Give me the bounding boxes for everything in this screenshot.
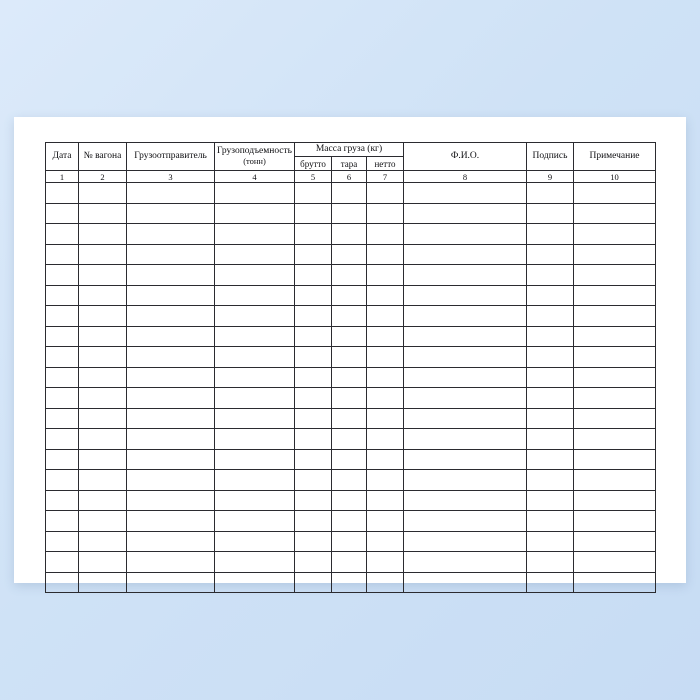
table-header [46,143,656,183]
column-number-6: 6 [332,171,367,183]
table-cell[interactable] [367,347,404,368]
table-cell[interactable] [332,203,367,224]
table-cell[interactable] [527,347,574,368]
table-cell[interactable] [332,429,367,450]
table-cell[interactable] [127,490,215,511]
table-cell[interactable] [332,367,367,388]
table-cell[interactable] [215,347,295,368]
table-cell[interactable] [367,572,404,593]
table-cell[interactable] [46,183,79,204]
table-cell[interactable] [574,285,656,306]
table-cell[interactable] [404,490,527,511]
table-cell[interactable] [574,265,656,286]
table-cell[interactable] [127,429,215,450]
table-cell[interactable] [574,388,656,409]
table-cell[interactable] [332,306,367,327]
table-cell[interactable] [79,511,127,532]
table-cell[interactable] [332,285,367,306]
table-cell[interactable] [127,572,215,593]
table-cell[interactable] [527,203,574,224]
table-cell[interactable] [404,429,527,450]
table-cell[interactable] [332,388,367,409]
table-cell[interactable] [215,203,295,224]
table-cell[interactable] [332,449,367,470]
table-cell[interactable] [574,511,656,532]
table-cell[interactable] [367,367,404,388]
table-cell[interactable] [527,449,574,470]
table-cell[interactable] [79,183,127,204]
table-cell[interactable] [527,490,574,511]
table-row[interactable] [46,552,656,573]
table-cell[interactable] [367,203,404,224]
table-cell[interactable] [404,367,527,388]
table-cell[interactable] [127,326,215,347]
table-cell[interactable] [46,326,79,347]
table-cell[interactable] [46,552,79,573]
table-cell[interactable] [527,552,574,573]
table-cell[interactable] [46,470,79,491]
table-cell[interactable] [527,244,574,265]
table-cell[interactable] [295,367,332,388]
table-cell[interactable] [215,224,295,245]
header-row-numbers [46,171,656,183]
table-cell[interactable] [46,203,79,224]
table-cell[interactable] [79,326,127,347]
table-row[interactable] [46,572,656,593]
table-row[interactable] [46,470,656,491]
table-cell[interactable] [527,470,574,491]
table-cell[interactable] [367,306,404,327]
table-cell[interactable] [332,265,367,286]
table-cell[interactable] [295,183,332,204]
table-row[interactable] [46,429,656,450]
table-cell[interactable] [332,470,367,491]
table-cell[interactable] [574,203,656,224]
table-cell[interactable] [127,183,215,204]
column-header-gross: брутто [295,157,332,171]
table-cell[interactable] [527,388,574,409]
table-cell[interactable] [574,326,656,347]
table-cell[interactable] [127,347,215,368]
table-cell[interactable] [79,285,127,306]
table-cell[interactable] [332,326,367,347]
table-cell[interactable] [367,531,404,552]
table-cell[interactable] [527,224,574,245]
table-cell[interactable] [295,449,332,470]
table-cell[interactable] [332,531,367,552]
table-cell[interactable] [46,285,79,306]
table-cell[interactable] [79,531,127,552]
table-cell[interactable] [574,408,656,429]
table-cell[interactable] [46,408,79,429]
table-cell[interactable] [574,552,656,573]
column-header-capacity [215,143,295,171]
table-cell[interactable] [404,224,527,245]
table-cell[interactable] [332,183,367,204]
table-cell[interactable] [404,265,527,286]
table-cell[interactable] [332,244,367,265]
table-cell[interactable] [215,306,295,327]
table-cell[interactable] [574,244,656,265]
table-cell[interactable] [215,244,295,265]
table-cell[interactable] [79,429,127,450]
table-cell[interactable] [332,552,367,573]
column-header-fio: Ф.И.О. [404,143,527,171]
table-cell[interactable] [367,326,404,347]
column-header-note: Примечание [574,143,656,171]
table-cell[interactable] [367,470,404,491]
table-cell[interactable] [404,388,527,409]
table-cell[interactable] [574,224,656,245]
table-cell[interactable] [404,531,527,552]
table-cell[interactable] [127,552,215,573]
table-cell[interactable] [367,408,404,429]
table-cell[interactable] [295,306,332,327]
table-cell[interactable] [332,572,367,593]
table-cell[interactable] [574,306,656,327]
table-cell[interactable] [404,347,527,368]
table-cell[interactable] [127,470,215,491]
column-header-tare: тара [332,157,367,171]
table-cell[interactable] [79,244,127,265]
capacity-line-2: (тонн) [243,156,266,167]
table-cell[interactable] [127,511,215,532]
table-cell[interactable] [295,470,332,491]
table-cell[interactable] [215,265,295,286]
table-cell[interactable] [295,511,332,532]
table-cell[interactable] [79,470,127,491]
table-cell[interactable] [46,306,79,327]
table-cell[interactable] [295,326,332,347]
table-cell[interactable] [46,490,79,511]
table-cell[interactable] [367,490,404,511]
table-cell[interactable] [574,470,656,491]
table-cell[interactable] [367,265,404,286]
table-cell[interactable] [127,265,215,286]
table-cell[interactable] [79,265,127,286]
table-cell[interactable] [215,531,295,552]
table-row[interactable] [46,326,656,347]
column-number-10: 10 [574,171,656,183]
header-row-titles [46,143,656,157]
table-row[interactable] [46,265,656,286]
table-cell[interactable] [404,183,527,204]
column-number-5: 5 [295,171,332,183]
table-cell[interactable] [295,265,332,286]
table-cell[interactable] [79,306,127,327]
table-cell[interactable] [46,367,79,388]
table-cell[interactable] [127,367,215,388]
table-cell[interactable] [332,347,367,368]
table-cell[interactable] [127,531,215,552]
table-cell[interactable] [127,203,215,224]
table-cell[interactable] [574,531,656,552]
table-cell[interactable] [332,408,367,429]
table-cell[interactable] [527,572,574,593]
table-cell[interactable] [367,285,404,306]
table-cell[interactable] [46,224,79,245]
table-row[interactable] [46,244,656,265]
table-cell[interactable] [574,183,656,204]
table-cell[interactable] [332,511,367,532]
column-header-consignor: Грузоотправитель [127,143,215,171]
table-cell[interactable] [527,306,574,327]
table-cell[interactable] [404,449,527,470]
table-cell[interactable] [574,367,656,388]
table-row[interactable] [46,285,656,306]
column-number-4: 4 [215,171,295,183]
table-cell[interactable] [127,306,215,327]
table-row[interactable] [46,408,656,429]
table-cell[interactable] [79,367,127,388]
table-cell[interactable] [46,388,79,409]
column-number-7: 7 [367,171,404,183]
column-group-header-cargo-mass: Масса груза (кг) [295,143,404,157]
table-cell[interactable] [404,285,527,306]
table-cell[interactable] [215,429,295,450]
table-cell[interactable] [367,244,404,265]
table-cell[interactable] [46,265,79,286]
table-row[interactable] [46,347,656,368]
table-cell[interactable] [404,203,527,224]
table-cell[interactable] [367,183,404,204]
table-cell[interactable] [215,470,295,491]
table-cell[interactable] [215,449,295,470]
table-cell[interactable] [574,572,656,593]
table-cell[interactable] [527,367,574,388]
table-row[interactable] [46,531,656,552]
table-cell[interactable] [295,429,332,450]
table-cell[interactable] [46,449,79,470]
column-header-date: Дата [46,143,79,171]
journal-table [45,142,656,593]
table-cell[interactable] [79,224,127,245]
table-cell[interactable] [215,367,295,388]
table-cell[interactable] [295,408,332,429]
table-cell[interactable] [46,572,79,593]
table-cell[interactable] [404,244,527,265]
table-cell[interactable] [46,429,79,450]
table-cell[interactable] [367,429,404,450]
table-cell[interactable] [46,347,79,368]
table-cell[interactable] [367,449,404,470]
table-cell[interactable] [295,244,332,265]
table-cell[interactable] [295,203,332,224]
table-cell[interactable] [46,511,79,532]
table-cell[interactable] [127,285,215,306]
table-cell[interactable] [332,224,367,245]
table-cell[interactable] [574,490,656,511]
table-cell[interactable] [404,326,527,347]
table-cell[interactable] [527,326,574,347]
table-cell[interactable] [527,429,574,450]
table-cell[interactable] [127,408,215,429]
table-cell[interactable] [404,470,527,491]
table-row[interactable] [46,449,656,470]
table-cell[interactable] [215,552,295,573]
table-cell[interactable] [79,408,127,429]
table-cell[interactable] [46,531,79,552]
table-cell[interactable] [367,224,404,245]
table-cell[interactable] [295,531,332,552]
paper-sheet [14,117,686,583]
table-cell[interactable] [404,552,527,573]
table-cell[interactable] [295,572,332,593]
table-cell[interactable] [295,490,332,511]
table-cell[interactable] [46,244,79,265]
column-number-8: 8 [404,171,527,183]
table-body [46,183,656,593]
table-row[interactable] [46,490,656,511]
table-cell[interactable] [367,511,404,532]
table-cell[interactable] [574,449,656,470]
table-cell[interactable] [527,531,574,552]
table-row[interactable] [46,388,656,409]
table-cell[interactable] [295,285,332,306]
column-header-net: нетто [367,157,404,171]
table-cell[interactable] [404,408,527,429]
table-cell[interactable] [215,183,295,204]
column-header-signature: Подпись [527,143,574,171]
table-cell[interactable] [295,347,332,368]
table-cell[interactable] [79,490,127,511]
column-number-2: 2 [79,171,127,183]
table-cell[interactable] [367,552,404,573]
table-row[interactable] [46,224,656,245]
table-cell[interactable] [127,244,215,265]
table-row[interactable] [46,367,656,388]
table-container [45,142,655,593]
table-cell[interactable] [404,572,527,593]
table-cell[interactable] [527,265,574,286]
table-cell[interactable] [79,203,127,224]
column-number-1: 1 [46,171,79,183]
table-row[interactable] [46,511,656,532]
table-row[interactable] [46,306,656,327]
table-cell[interactable] [574,429,656,450]
table-cell[interactable] [404,306,527,327]
table-cell[interactable] [295,552,332,573]
table-cell[interactable] [332,490,367,511]
table-cell[interactable] [527,408,574,429]
table-cell[interactable] [215,388,295,409]
table-cell[interactable] [295,224,332,245]
table-cell[interactable] [79,449,127,470]
table-cell[interactable] [79,347,127,368]
table-cell[interactable] [79,388,127,409]
table-cell[interactable] [404,511,527,532]
table-cell[interactable] [79,552,127,573]
capacity-line-1: Грузоподъемность [216,146,293,157]
table-cell[interactable] [127,449,215,470]
table-cell[interactable] [527,511,574,532]
table-cell[interactable] [215,572,295,593]
table-cell[interactable] [215,490,295,511]
table-cell[interactable] [527,183,574,204]
column-header-wagon-number: № вагона [79,143,127,171]
table-row[interactable] [46,183,656,204]
table-cell[interactable] [127,388,215,409]
table-cell[interactable] [127,224,215,245]
table-cell[interactable] [79,572,127,593]
column-number-3: 3 [127,171,215,183]
table-cell[interactable] [367,388,404,409]
table-row[interactable] [46,203,656,224]
column-number-9: 9 [527,171,574,183]
table-cell[interactable] [527,285,574,306]
table-cell[interactable] [574,347,656,368]
table-cell[interactable] [215,285,295,306]
table-cell[interactable] [215,326,295,347]
table-cell[interactable] [215,408,295,429]
table-cell[interactable] [215,511,295,532]
table-cell[interactable] [295,388,332,409]
